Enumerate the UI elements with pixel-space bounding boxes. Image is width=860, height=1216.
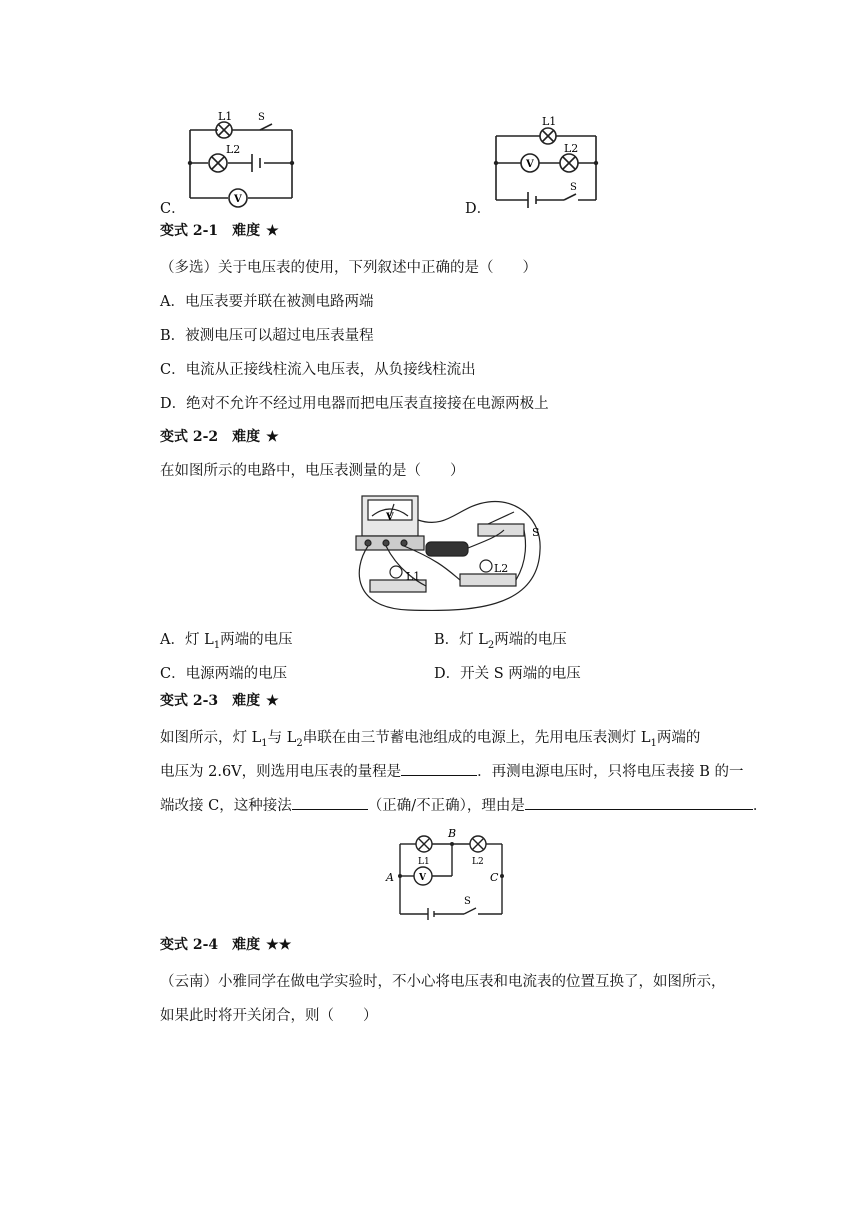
q23-fig-label-l2: L2	[472, 857, 484, 867]
q23-line2	[160, 760, 744, 781]
q22-option-b-suffix: 两端的电压	[494, 632, 567, 648]
q23-fig-label-v: V	[419, 873, 426, 883]
q22-stem: 在如图所示的电路中，电压表测量的是（ ）	[160, 463, 465, 479]
q22-option-a-sub: 1	[213, 639, 221, 651]
q24-line1: （云南）小雅同学在做电学实验时，不小心将电压表和电流表的位置互换了，如图所示，	[160, 974, 726, 990]
q23-blank-range[interactable]	[401, 761, 477, 776]
q21-option-d: D．绝对不允许不经过用电器而把电压表直接接在电源两极上	[160, 396, 549, 412]
q22-option-c: C．电源两端的电压	[160, 666, 288, 682]
q22-heading-text: 变式 2-2 难度	[160, 429, 261, 445]
q24-line2: 如果此时将开关闭合，则（ ）	[160, 1008, 378, 1024]
q23-line1	[160, 726, 700, 749]
q23-sub1: 1	[261, 737, 268, 749]
fig-d-label-l1: L1	[542, 115, 557, 128]
fig-d-label-l2: L2	[564, 142, 579, 155]
q24-difficulty-stars: ★★	[266, 937, 292, 953]
q23-line2-a: 电压为 2.6V，则选用电压表的量程是	[160, 764, 402, 780]
q23-line3-b: （正确/不正确），理由是	[367, 798, 525, 814]
q24-heading-text: 变式 2-4 难度	[160, 937, 261, 953]
q23-fig-label-l1: L1	[418, 857, 430, 867]
q22-option-b	[434, 628, 567, 651]
q23-line1-a: 如图所示，灯 L	[160, 730, 262, 746]
q23-fig-label-b: B	[448, 827, 457, 840]
q22-difficulty-stars: ★	[266, 429, 279, 445]
q22-fig-label-l1: L1	[406, 570, 421, 583]
fig-c-label-l2: L2	[226, 143, 241, 156]
q23-sub1b: 1	[650, 737, 657, 749]
q22-fig-label-v: V	[386, 512, 394, 523]
q23-fig-label-s: S	[464, 896, 471, 907]
option-d-label: D．	[465, 201, 492, 217]
q23-line2-b: ．再测电源电压时，只将电压表接 B 的一	[477, 764, 744, 780]
q23-line3	[160, 794, 767, 815]
q22-option-b-sub: 2	[487, 639, 495, 651]
q22-heading	[160, 426, 279, 446]
q23-difficulty-stars: ★	[266, 693, 279, 709]
q22-fig-label-s: S	[532, 526, 540, 539]
q21-difficulty-stars: ★	[266, 223, 279, 239]
q23-blank-reason[interactable]	[525, 795, 753, 810]
q21-heading	[160, 220, 279, 240]
q24-heading	[160, 934, 291, 954]
q22-option-a	[160, 628, 293, 651]
q22-figure	[348, 490, 548, 620]
fig-c-label-v: V	[234, 194, 242, 205]
q21-option-c: C．电流从正接线柱流入电压表，从负接线柱流出	[160, 362, 476, 378]
q22-option-b-prefix: B．灯 L	[434, 632, 488, 648]
q23-fig-label-a: A	[386, 871, 394, 884]
q21-stem: （多选）关于电压表的使用，下列叙述中正确的是（ ）	[160, 260, 537, 276]
q23-line1-c: 串联在由三节蓄电池组成的电源上，先用电压表测灯 L	[302, 730, 651, 746]
q22-option-a-prefix: A．灯 L	[160, 632, 214, 648]
q23-figure	[384, 826, 514, 926]
q23-heading-text: 变式 2-3 难度	[160, 693, 261, 709]
fig-c-label-s: S	[258, 112, 265, 123]
q22-fig-label-l2: L2	[494, 562, 509, 575]
q23-heading	[160, 690, 279, 710]
fig-d-label-s: S	[570, 182, 577, 193]
q23-line3-a: 端改接 C，这种接法	[160, 798, 292, 814]
q23-sub2: 2	[296, 737, 303, 749]
q23-line1-b: 与 L	[267, 730, 297, 746]
q22-option-a-suffix: 两端的电压	[220, 632, 293, 648]
q21-option-a: A．电压表要并联在被测电路两端	[160, 294, 374, 310]
q22-option-d: D．开关 S 两端的电压	[434, 666, 581, 682]
q23-blank-correctness[interactable]	[292, 795, 368, 810]
q21-heading-text: 变式 2-1 难度	[160, 223, 261, 239]
q23-line3-c: ．	[752, 798, 768, 814]
q23-line1-d: 两端的	[656, 730, 701, 746]
fig-c-label-l1: L1	[218, 110, 233, 123]
q21-option-b: B．被测电压可以超过电压表量程	[160, 328, 374, 344]
figure-d	[484, 108, 614, 216]
option-c-label: C．	[160, 201, 186, 217]
fig-d-label-v: V	[526, 159, 534, 170]
q23-fig-label-c: C	[490, 871, 499, 884]
